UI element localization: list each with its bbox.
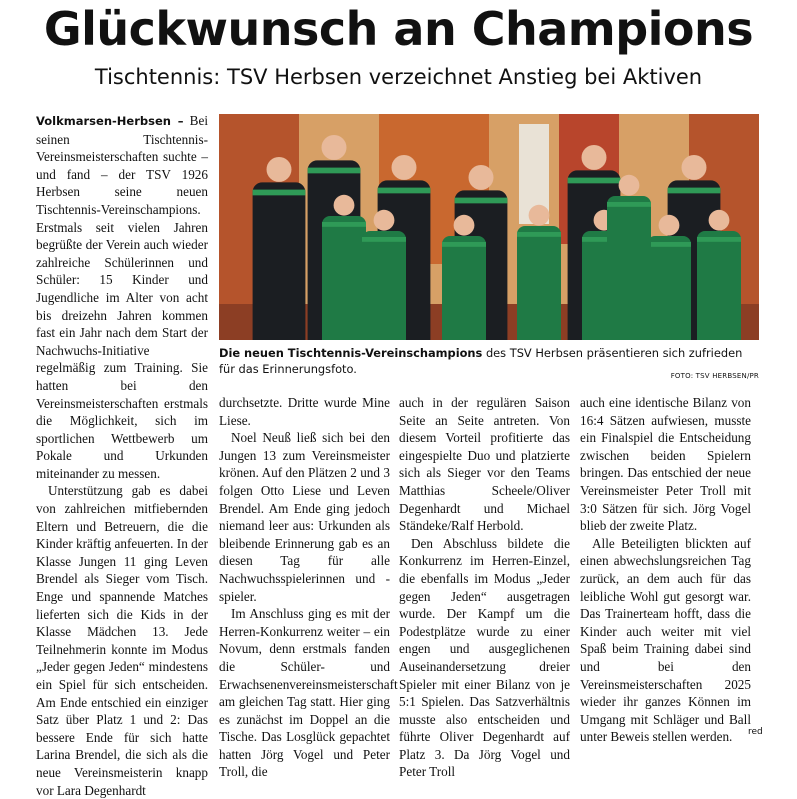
- paragraph: Noel Neuß ließ sich bei den Jungen 13 zum Vereinsmeister krönen. Auf den Plätzen 2 und 3 folgen Otto Liese und Leven Brendel. Am Ende ging jedoch niemand leer aus: Urkunden als bleibende Erinnerung gab es an diesen Tag für alle Nachwuchsspielerinnen und -spieler.: [219, 430, 390, 604]
- team-photo: [219, 114, 759, 340]
- headline: Glückwunsch an Champions: [43, 2, 754, 56]
- photo-credit: FOTO: TSV HERBSEN/PR: [670, 372, 759, 380]
- paragraph: Im Anschluss ging es mit der Herren-Konkurrenz weiter – ein Novum, denn erstmals fanden die Schüler- und Erwachsenenvereinsmeisterschaft am gleichen Tag statt. Hier ging es zunächst im Doppel an die Tische. Das Losglück gepachtet hatten Jörg Vogel und Peter Troll, die: [219, 606, 398, 780]
- caption-text: des TSV Herbsen präsentieren sich zufrieden für das Erinnerungsfoto.: [219, 346, 743, 376]
- youth-player: [607, 175, 651, 340]
- paragraph-text: Bei seinen Tischtennis-Vereinsmeisterschaften suchte – und fand – der TSV 1926 Herbsen seine neuen Tischtennis-Vereinschampions. Erstmals seit vielen Jahren begrüßte der Verein auch wieder zahlreiche Schülerinnen und Schüler: 15 Kinder und Jugendliche im Alter von acht bis dreizehn Jahren kommen fast ein Jahr nach dem Start der Nachwuchs-Initiative regelmäßig zum Training. Sie hatten bei den Vereinsmeisterschaften erstmals die Möglichkeit, sich im sportlichen Wettbewerb um Pokale und Urkunden miteinander zu messen.: [36, 113, 208, 481]
- paragraph: Unterstützung gab es dabei von zahlreichen mitfiebernden Eltern und Betreuern, die die Kinder kräftig anfeuerten. In der Klasse Jungen 11 ging Leven Brendel als Sieger vom Tisch. Enge und spannende Matches lieferten sich die Kids in der Klasse Mädchen 13. Jede Teilnehmerin konnte im Modus „Jeder gegen Jeden“ mindestens ein Spiel für sich entscheiden. Am Ende entschied ein einziger Satz über Platz 1 und 2: Das bessere Ende für sich hatte Larina Brendel, die sich als die neue Vereinsmeisterin knapp vor Lara Degenhardt: [36, 483, 208, 798]
- caption-bold: Die neuen Tischtennis-Vereinschampions: [219, 346, 483, 360]
- paragraph: [36, 112, 208, 482]
- article-column-1: [36, 112, 208, 799]
- dateline: Volkmarsen-Herbsen –: [36, 114, 184, 128]
- paragraph: Den Abschluss bildete die Konkurrenz im Herren-Einzel, die ebenfalls im Modus „Jeder gegen Jeden“ ausgetragen wurde. Der Kampf um die Podestplätze wurde zu einer engen und ausgeglichenen Auseinandersetzung dreier Spieler mit einer Bilanz von je 5:1 Spielen. Das Satzverhältnis musste also entscheiden und führte Oliver Degenhardt auf Platz 3. Da Jörg Vogel und Peter Troll: [399, 535, 570, 780]
- paragraph: auch in der regulären Saison Seite an Seite antreten. Von diesem Vorteil profitierte das eingespielte Duo und platzierte sich als Sieger vor den Teams Matthias Scheele/Oliver Degenhardt und Michael Ständeke/Ralf Herbold.: [399, 395, 570, 534]
- adult-player: [253, 157, 306, 340]
- article-column-2: [219, 394, 398, 781]
- paragraph: auch eine identische Bilanz von 16:4 Sätzen aufwiesen, musste ein Finalspiel die Entscheidung zwischen beiden Spielern bringen. Das entschied der neue Vereinsmeister Peter Troll mit 3:0 Sätzen für sich. Jörg Vogel blieb der zweite Platz.: [580, 395, 751, 534]
- article-column-4: [580, 394, 751, 746]
- article-column-3: [399, 394, 570, 781]
- author-signature: red: [748, 727, 763, 737]
- youth-player: [322, 195, 366, 340]
- subheadline: Tischtennis: TSV Herbsen verzeichnet Anstieg bei Aktiven: [94, 65, 703, 89]
- paragraph: Alle Beteiligten blickten auf einen abwechslungsreichen Tag zurück, an dem auch für das leibliche Wohl gut gesorgt war. Das Trainerteam hofft, dass die Kinder auch weiter mit viel Spaß beim Training dabei sind und bei den Vereinsmeisterschaften 2025 wieder ihr ganzes Können im Umgang mit Schläger und Ball unter Beweis stellen werden.: [580, 535, 751, 745]
- paragraph: durchsetzte. Dritte wurde Mine Liese.: [219, 395, 390, 428]
